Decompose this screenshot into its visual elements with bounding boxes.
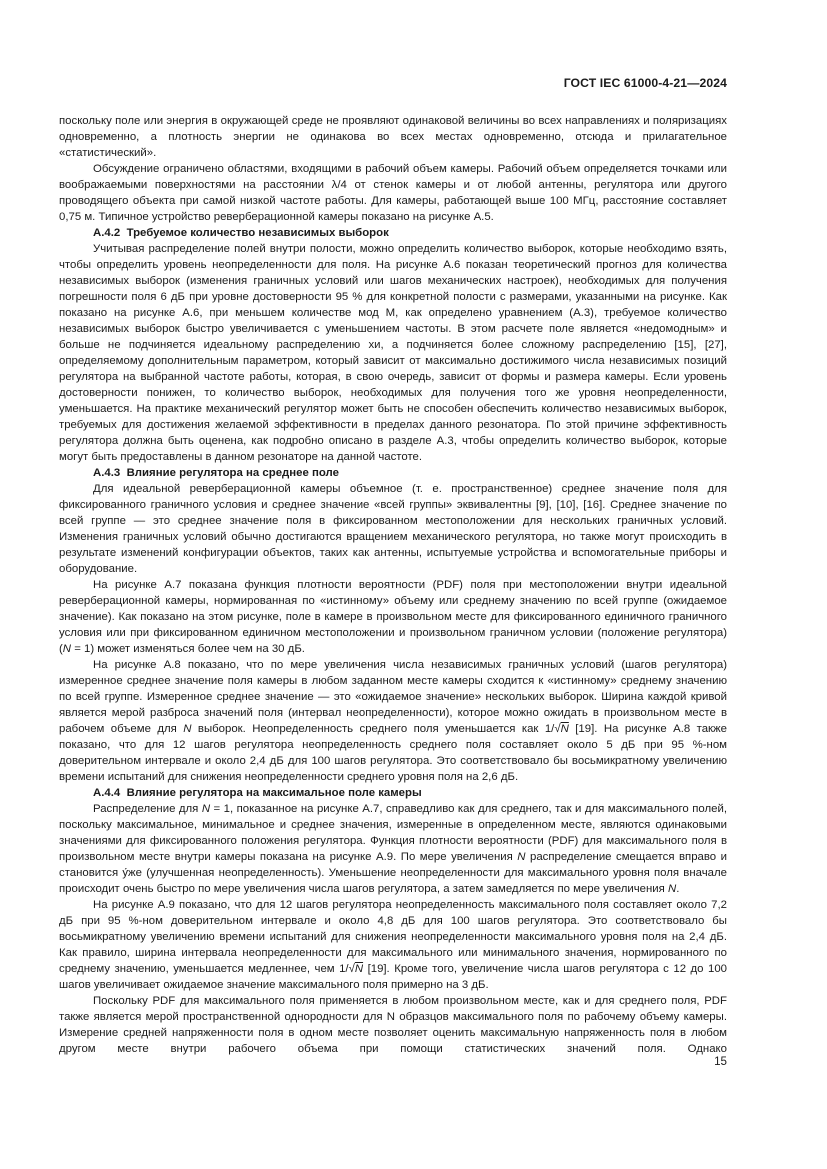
math-variable-overline: N: [354, 963, 364, 975]
text-run: Распределение для: [93, 803, 202, 815]
text-run: .: [676, 883, 680, 895]
text-run: На рисунке А.9 показано, что для 12 шагов регулятора неопределенность максимального поля составляет около 7,2 дБ при 95 %-ном доверительном интервале и около 4,8 дБ для 100 шагов регулятора. Это соответствовало бы восьмикратному увеличению времени испытаний для снижения неопределенности максимального уровня поля на 2,4 дБ. Как правило, ширина интервала неопределенности для максимального или минимального значения, нормированного по среднему значению, уменьшается медленнее, чем 1/√: [59, 899, 727, 975]
math-variable: N: [62, 643, 72, 655]
text-run: [19]. На рисунке А.8 также показано, что для 12 шагов регулятора неопределенность среднего поля составляет около 5 дБ при 95 %-ном доверительном интервале и около 2,4 дБ для 100 шагов регулятора. Это соответствовало бы восьмикратному увеличению времени испытаний для снижения неопределенности среднего уровня поля на 2,6 дБ.: [59, 723, 727, 783]
text-run: = 1, показанное на рисунке А.7, справедливо как для среднего, так и для максимального полей, поскольку максимальное, минимальное и среднее значения, измеренные в определенном месте, являются одинаковыми значениями для фиксированного положения регулятора. Функция плотности вероятности (PDF) для максимального поля в произвольном месте внутри камеры показана на рисунке А.9. По мере увеличения: [59, 803, 727, 863]
paragraph: [59, 801, 727, 897]
section-title: Влияние регулятора на максимальное поле камеры: [126, 787, 422, 799]
paragraph: [59, 481, 727, 577]
math-variable-overline: N: [560, 723, 569, 735]
document-code-header: ГОСТ IEC 61000-4-21—2024: [563, 76, 727, 90]
text-run: На рисунке А.8 показано, что по мере увеличения числа независимых граничных условий (шагов регулятора) измеренное среднее значение поля камеры в любом заданном месте камеры сходится к «истинному» среднему значению по всей группе. Измеренное среднее значение — это «ожидаемое значение» нескольких выборок. Ширина каждой кривой является мерой разброса значений поля (интервал неопределенности), которое можно ожидать в произвольном месте в рабочем объеме для: [59, 659, 727, 735]
paragraph: [59, 657, 727, 785]
paragraph: [59, 897, 727, 993]
math-variable: N: [517, 851, 526, 863]
text-run: поскольку поле или энергия в окружающей среде не проявляют одинаковой величины во всех направлениях и поляризациях одновременно, а плотность энергии не одинакова во всех местах одновременно, отсюда и прилагательное «статистический».: [59, 115, 727, 159]
section-number: А.4.3: [93, 467, 121, 479]
paragraph: [59, 113, 727, 161]
text-run: = 1) может изменяться более чем на 30 дБ.: [71, 643, 305, 655]
paragraph: [59, 161, 727, 225]
paragraph: [59, 577, 727, 657]
page-number: 15: [714, 1055, 727, 1068]
body-text: [59, 113, 727, 1057]
section-title: Требуемое количество независимых выборок: [126, 227, 389, 239]
text-run: Поскольку PDF для максимального поля применяется в любом произвольном месте, как и для среднего поля, PDF также является мерой пространственной однородности для N образцов максимального поля по рабочему объему камеры. Измерение средней напряженности поля в одном месте позволяет оценить максимальную напряженность поля в любом другом месте внутри рабочего объема при помощи статистических значений поля. Однако: [59, 995, 727, 1055]
paragraph: [59, 993, 727, 1057]
section-heading: [59, 465, 727, 481]
section-heading: [59, 785, 727, 801]
math-variable: N: [667, 883, 677, 895]
text-run: Для идеальной реверберационной камеры объемное (т. е. пространственное) среднее значение поля для фиксированного граничного условия и среднее значение «всей группы» эквивалентны [9], [10], [16]. Среднее значение по всей группе — это среднее значение поля в фиксированном местоположении для нескольких граничных условий. Изменения граничных условий обычно достигаются вращением механического регулятора, но также могут происходить в результате изменений конфигурации объектов, таких как антенны, испытуемые устройства и вспомогательные приборы и оборудование.: [59, 483, 727, 575]
section-title: Влияние регулятора на среднее поле: [126, 467, 339, 479]
text-run: выборок. Неопределенность среднего поля уменьшается как 1/√: [191, 723, 561, 735]
text-run: распределение смещается вправо и становится у́же (улучшенная неопределенность). Уменьшение неопределенности для максимального уровня поля вначале происходит очень быстро по мере увеличения числа шагов регулятора, а затем замедляется по мере увеличения: [59, 851, 727, 895]
paragraph: [59, 241, 727, 465]
text-run: [19]. Кроме того, увеличение числа шагов регулятора с 12 до 100 шагов увеличивает ожидаемое значение максимального поля примерно на 3 дБ.: [59, 963, 727, 991]
section-heading: [59, 225, 727, 241]
math-variable: N: [183, 723, 192, 735]
section-number: А.4.2: [93, 227, 121, 239]
section-number: А.4.4: [93, 787, 121, 799]
math-variable: N: [201, 803, 211, 815]
text-run: Обсуждение ограничено областями, входящими в рабочий объем камеры. Рабочий объем определяется точками или воображаемыми поверхностями на расстоянии λ/4 от стенок камеры и от любой антенны, регулятора или другого проводящего объекта при самой низкой частоте работы. Для камеры, работающей выше 100 МГц, расстояние составляет 0,75 м. Типичное устройство реверберационной камеры показано на рисунке А.5.: [59, 163, 727, 223]
text-run: На рисунке А.7 показана функция плотности вероятности (PDF) поля при местоположении внутри идеальной реверберационной камеры, нормированная по «истинному» объему или среднему значению по всей группе (ожидаемое значение). Как показано на этом рисунке, поле в камере в произвольном месте для фиксированного единичного граничного условия или при фиксированном единичном местоположении и произвольном граничном условии (положение регулятора) (: [59, 579, 727, 655]
text-run: Учитывая распределение полей внутри полости, можно определить количество выборок, которые необходимо взять, чтобы определить уровень неопределенности для поля. На рисунке А.6 показан теоретический прогноз для количества независимых выборок (изменения граничных условий или шагов механических настроек), необходимых для получения погрешности поля 6 дБ при уровне достоверности 95 % для конкретной полости с размерами, указанными на рисунке. Как показано на рисунке А.6, при меньшем количестве мод М, как определено уравнением (А.3), требуемое количество независимых выборок быстро увеличивается с уменьшением частоты. В этом расчете поле является «недомодным» и больше не подчиняется идеальному распределению хи, а подчиняется более сложному распределению [15], [27], определяемому дополнительным параметром, который зависит от максимально достижимого числа независимых позиций регулятора на выбранной частоте работы, которая, в свою очередь, зависит от формы и размера камеры. Если уровень достоверности понижен, то количество выборок, необходимых для получения того же уровня неопределенности, уменьшается. На практике механический регулятор может быть не способен обеспечить количество независимых выборок, требуемых для достижения желаемой эффективности в пределах данного резонатора. По этой причине эффективность регулятора должна быть оценена, как подробно описано в разделе А.3, чтобы определить количество выборок, которые могут быть предоставлены в данном резонаторе на данной частоте.: [59, 243, 727, 463]
